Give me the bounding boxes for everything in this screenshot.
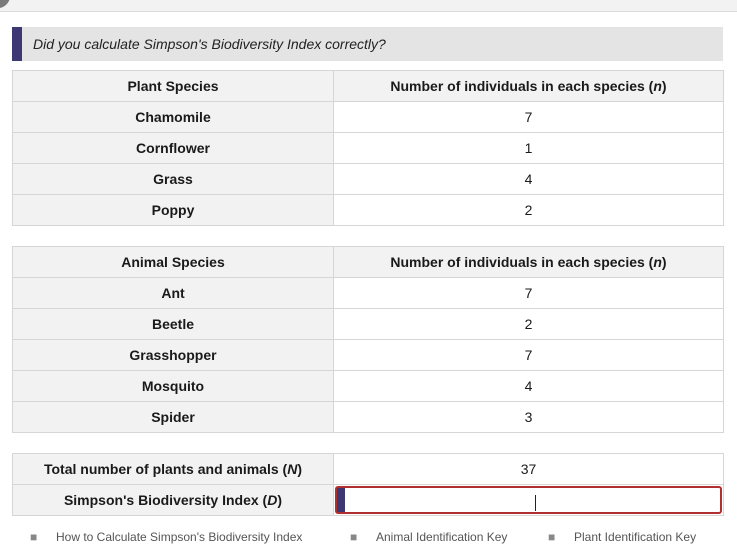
table-row bbox=[13, 371, 724, 402]
species-name: Grass bbox=[13, 164, 334, 195]
variable-symbol: n bbox=[653, 254, 662, 270]
species-count: 3 bbox=[334, 402, 724, 433]
link-animal-key[interactable] bbox=[350, 530, 507, 544]
species-name: Mosquito bbox=[13, 371, 334, 402]
species-name: Ant bbox=[13, 278, 334, 309]
plant-species-header: Plant Species bbox=[13, 71, 334, 102]
species-count: 7 bbox=[334, 340, 724, 371]
banner-accent bbox=[12, 27, 22, 61]
species-count: 2 bbox=[334, 195, 724, 226]
index-input[interactable] bbox=[354, 491, 703, 509]
link-plant-key[interactable] bbox=[548, 530, 696, 544]
animal-table bbox=[12, 246, 724, 433]
animal-count-header bbox=[334, 247, 724, 278]
answer-accent bbox=[337, 488, 345, 512]
species-name: Spider bbox=[13, 402, 334, 433]
species-name: Grasshopper bbox=[13, 340, 334, 371]
plant-table bbox=[12, 70, 724, 226]
table-row bbox=[13, 195, 724, 226]
table-row bbox=[13, 164, 724, 195]
total-label: Total number of plants and animals (N) bbox=[13, 454, 334, 485]
resource-links bbox=[0, 530, 737, 550]
document-icon: ■ bbox=[30, 530, 38, 544]
plant-count-header-text: Number of individuals in each species (n) bbox=[390, 78, 667, 94]
total-row bbox=[13, 454, 724, 485]
table-row bbox=[13, 278, 724, 309]
table-row bbox=[13, 309, 724, 340]
link-label: How to Calculate Simpson's Biodiversity Index bbox=[56, 530, 303, 544]
animal-species-header: Animal Species bbox=[13, 247, 334, 278]
table-row bbox=[13, 102, 724, 133]
question-text: Did you calculate Simpson's Biodiversity Index correctly? bbox=[33, 36, 386, 52]
animal-header-row bbox=[13, 247, 724, 278]
species-count: 7 bbox=[334, 102, 724, 133]
question-banner bbox=[12, 27, 723, 61]
top-bar bbox=[0, 0, 737, 12]
document-icon: ■ bbox=[548, 530, 556, 544]
species-count: 2 bbox=[334, 309, 724, 340]
plant-header-row bbox=[13, 71, 724, 102]
table-row bbox=[13, 340, 724, 371]
summary-table bbox=[12, 453, 724, 516]
species-name: Beetle bbox=[13, 309, 334, 340]
species-count: 7 bbox=[334, 278, 724, 309]
corner-shape bbox=[0, 0, 10, 8]
link-label: Plant Identification Key bbox=[574, 530, 697, 544]
species-name: Chamomile bbox=[13, 102, 334, 133]
index-answer-box[interactable] bbox=[335, 486, 722, 514]
index-row bbox=[13, 485, 724, 516]
total-value: 37 bbox=[334, 454, 724, 485]
species-name: Poppy bbox=[13, 195, 334, 226]
variable-symbol: N bbox=[287, 461, 298, 477]
index-answer-cell bbox=[334, 485, 724, 516]
table-row bbox=[13, 402, 724, 433]
species-count: 1 bbox=[334, 133, 724, 164]
species-name: Cornflower bbox=[13, 133, 334, 164]
plant-count-header bbox=[334, 71, 724, 102]
animal-count-header-text: Number of individuals in each species (n) bbox=[390, 254, 667, 270]
table-row bbox=[13, 133, 724, 164]
variable-symbol: D bbox=[267, 492, 278, 508]
text-caret bbox=[535, 495, 536, 511]
species-count: 4 bbox=[334, 164, 724, 195]
index-label: Simpson's Biodiversity Index (D) bbox=[13, 485, 334, 516]
species-count: 4 bbox=[334, 371, 724, 402]
link-how-to-calculate[interactable] bbox=[30, 530, 302, 544]
link-label: Animal Identification Key bbox=[376, 530, 508, 544]
document-icon: ■ bbox=[350, 530, 358, 544]
variable-symbol: n bbox=[653, 78, 662, 94]
